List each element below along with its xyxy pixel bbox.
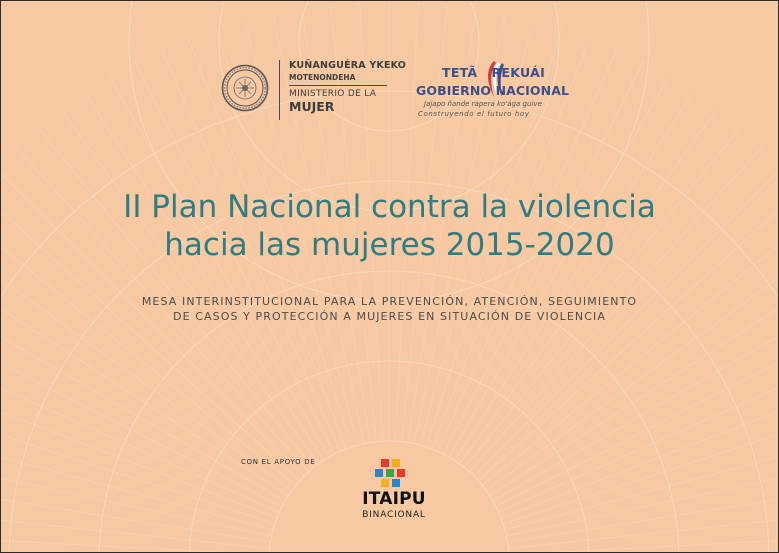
- document-title-line-2: hacia las mujeres 2015-2020: [164, 227, 615, 263]
- ministry-line-spanish: MINISTERIO DE LA: [289, 89, 377, 99]
- support-label: CON EL APOYO DE: [241, 458, 316, 466]
- pattern-ray: [460, 108, 719, 464]
- gov-title-guarani: [442, 65, 545, 80]
- pattern-ray: [499, 333, 778, 512]
- pattern-ray: [1, 532, 269, 552]
- document-subtitle-line-1: MESA INTERINSTITUCIONAL PARA LA PREVENCIÓN, ATENCIÓN, SEGUIMIENTO: [141, 295, 638, 308]
- pattern-ray: [1, 232, 292, 491]
- pattern-ray: [1, 333, 279, 512]
- pattern-ray: [508, 473, 778, 542]
- gov-title-spanish: GOBIERNO NACIONAL: [416, 83, 570, 98]
- paraguay-seal-icon: [221, 64, 269, 112]
- pattern-ray: [60, 108, 319, 464]
- pattern-ray: [509, 532, 778, 552]
- document-title-line-1: II Plan Nacional contra la violencia: [123, 189, 656, 225]
- pattern-ray: [1, 388, 275, 524]
- government-logo: [414, 59, 574, 123]
- ministry-line-guarani: KUÑANGUÉRA YKEKO: [289, 60, 407, 71]
- pattern-ray: [505, 416, 778, 530]
- ministry-line-guarani-2: MOTENONDEHA: [289, 73, 356, 82]
- sponsor-name: ITAIPU: [362, 489, 426, 509]
- gov-motto-spanish: Construyendo el futuro hoy: [418, 110, 530, 118]
- ministry-logo-text: [279, 60, 407, 120]
- itaipu-logo-icon: [375, 459, 411, 489]
- document-subtitle-line-2: DE CASOS Y PROTECCIÓN A MUJERES EN SITUACIÓN DE VIOLENCIA: [173, 310, 606, 323]
- pattern-ray: [84, 91, 324, 460]
- pattern-ray: [1, 416, 273, 530]
- sponsor-subtitle: BINACIONAL: [362, 510, 426, 520]
- pattern-ray: [486, 232, 778, 491]
- gov-motto-guarani: Jajapo ñande rapera ko'ága guive: [424, 100, 542, 108]
- pattern-ray: [490, 256, 778, 496]
- gov-word-1: TETÃ: [442, 65, 478, 80]
- ministry-divider: [289, 85, 387, 86]
- pattern-ray: [1, 473, 270, 542]
- header-logos: [1, 1, 778, 141]
- gov-word-2: REKUÁI: [491, 65, 546, 80]
- ministry-line-mujer: MUJER: [289, 99, 335, 114]
- pattern-ray: [454, 91, 694, 460]
